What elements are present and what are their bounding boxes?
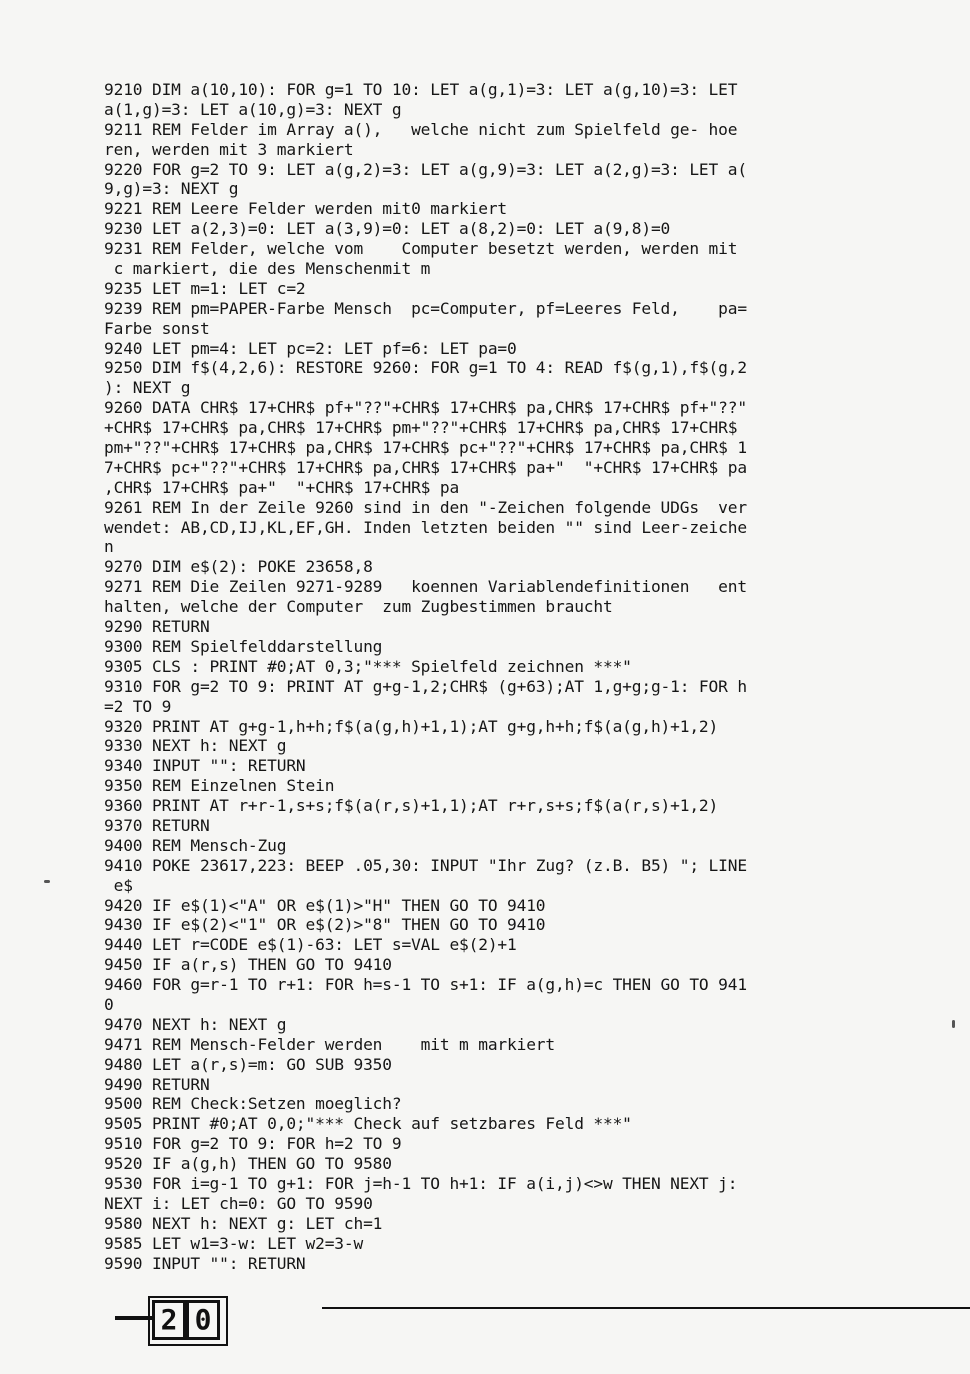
code-line: 9305 CLS : PRINT #0;AT 0,3;"*** Spielfeld zeichnen ***" [104,656,632,676]
code-line: 9260 DATA CHR$ 17+CHR$ pf+"??"+CHR$ 17+CHR$ pa,CHR$ 17+CHR$ pf+"??" [104,398,747,418]
scan-speck [952,1020,955,1028]
code-line: c markiert, die des Menschenmit m [104,259,431,279]
code-line: pm+"??"+CHR$ 17+CHR$ pa,CHR$ 17+CHR$ pc+"??"+CHR$ 17+CHR$ pa,CHR$ 1 [104,438,747,458]
code-line: 9261 REM In der Zeile 9260 sind in den "-Zeichen folgende UDGs ver [104,497,747,517]
code-line: 9470 NEXT h: NEXT g [104,1014,287,1034]
code-line: 9330 NEXT h: NEXT g [104,736,287,756]
code-line: 9505 PRINT #0;AT 0,0;"*** Check auf setzbares Feld ***" [104,1114,632,1134]
code-line: Farbe sonst [104,318,210,338]
basic-code-listing [104,80,904,1273]
code-line: =2 TO 9 [104,696,172,716]
code-line: 9220 FOR g=2 TO 9: LET a(g,2)=3: LET a(g,9)=3: LET a(2,g)=3: LET a( [104,159,747,179]
code-line: 0 [104,994,114,1014]
code-line: ren, werden mit 3 markiert [104,139,354,159]
page-footer [110,1300,910,1350]
code-line: n [104,537,114,557]
code-line: 9350 REM Einzelnen Stein [104,776,335,796]
code-line: 9585 LET w1=3-w: LET w2=3-w [104,1233,364,1253]
page-number-digit: 0 [186,1300,220,1340]
code-line: 9580 NEXT h: NEXT g: LET ch=1 [104,1213,383,1233]
code-line: wendet: AB,CD,IJ,KL,EF,GH. Inden letzten beiden "" sind Leer-zeiche [104,517,747,537]
code-line: 9410 POKE 23617,223: BEEP .05,30: INPUT "Ihr Zug? (z.B. B5) "; LINE [104,855,747,875]
code-line: 9310 FOR g=2 TO 9: PRINT AT g+g-1,2;CHR$ (g+63);AT 1,g+g;g-1: FOR h [104,676,747,696]
code-line: 9500 REM Check:Setzen moeglich? [104,1094,402,1114]
code-line: 9440 LET r=CODE e$(1)-63: LET s=VAL e$(2)+1 [104,935,517,955]
code-line: 9221 REM Leere Felder werden mit0 markiert [104,199,508,219]
code-line: 9370 RETURN [104,815,210,835]
code-line: e$ [104,875,133,895]
code-line: 9235 LET m=1: LET c=2 [104,278,306,298]
code-line: 9400 REM Mensch-Zug [104,835,287,855]
code-line: 9300 REM Spielfelddarstellung [104,636,383,656]
code-line: 9240 LET pm=4: LET pc=2: LET pf=6: LET pa=0 [104,338,517,358]
code-line: 9231 REM Felder, welche vom Computer besetzt werden, werden mit [104,239,738,259]
code-line: 9590 INPUT "": RETURN [104,1253,306,1273]
code-line: 9270 DIM e$(2): POKE 23658,8 [104,557,373,577]
page-number-digit: 2 [152,1300,186,1340]
code-line: 9,g)=3: NEXT g [104,179,239,199]
code-line: NEXT i: LET ch=0: GO TO 9590 [104,1193,373,1213]
code-line: a(1,g)=3: LET a(10,g)=3: NEXT g [104,99,402,119]
code-line: +CHR$ 17+CHR$ pa,CHR$ 17+CHR$ pm+"??"+CHR$ 17+CHR$ pa,CHR$ 17+CHR$ [104,418,738,438]
code-line: 9239 REM pm=PAPER-Farbe Mensch pc=Computer, pf=Leeres Feld, pa= [104,298,747,318]
code-line: 9210 DIM a(10,10): FOR g=1 TO 10: LET a(g,1)=3: LET a(g,10)=3: LET [104,80,738,99]
code-line: 9430 IF e$(2)<"1" OR e$(2)>"8" THEN GO TO 9410 [104,915,546,935]
code-line: 9271 REM Die Zeilen 9271-9289 koennen Variablendefinitionen ent [104,577,747,597]
code-line: 9460 FOR g=r-1 TO r+1: FOR h=s-1 TO s+1: IF a(g,h)=c THEN GO TO 941 [104,975,747,995]
code-line: halten, welche der Computer zum Zugbestimmen braucht [104,597,613,617]
footer-rule-right [322,1307,970,1309]
code-line: 9340 INPUT "": RETURN [104,756,306,776]
code-line: 7+CHR$ pc+"??"+CHR$ 17+CHR$ pa,CHR$ 17+CHR$ pa+" "+CHR$ 17+CHR$ pa [104,457,747,477]
code-line: 9530 FOR i=g-1 TO g+1: FOR j=h-1 TO h+1: IF a(i,j)<>w THEN NEXT j: [104,1173,738,1193]
code-line: 9490 RETURN [104,1074,210,1094]
code-line: 9471 REM Mensch-Felder werden mit m markiert [104,1034,555,1054]
code-line: 9230 LET a(2,3)=0: LET a(3,9)=0: LET a(8,2)=0: LET a(9,8)=0 [104,219,671,239]
code-line: 9420 IF e$(1)<"A" OR e$(1)>"H" THEN GO TO 9410 [104,895,546,915]
code-line: 9510 FOR g=2 TO 9: FOR h=2 TO 9 [104,1134,402,1154]
code-line: 9480 LET a(r,s)=m: GO SUB 9350 [104,1054,392,1074]
code-line: 9520 IF a(g,h) THEN GO TO 9580 [104,1154,392,1174]
code-line: ,CHR$ 17+CHR$ pa+" "+CHR$ 17+CHR$ pa [104,477,460,497]
scan-speck [44,880,50,883]
code-line: 9450 IF a(r,s) THEN GO TO 9410 [104,955,392,975]
code-line: 9320 PRINT AT g+g-1,h+h;f$(a(g,h)+1,1);AT g+g,h+h;f$(a(g,h)+1,2) [104,716,719,736]
code-line: 9290 RETURN [104,617,210,637]
code-line: ): NEXT g [104,378,191,398]
code-line: 9211 REM Felder im Array a(), welche nicht zum Spielfeld ge- hoe [104,119,738,139]
code-line: 9250 DIM f$(4,2,6): RESTORE 9260: FOR g=1 TO 4: READ f$(g,1),f$(g,2 [104,358,747,378]
code-line: 9360 PRINT AT r+r-1,s+s;f$(a(r,s)+1,1);AT r+r,s+s;f$(a(r,s)+1,2) [104,796,719,816]
